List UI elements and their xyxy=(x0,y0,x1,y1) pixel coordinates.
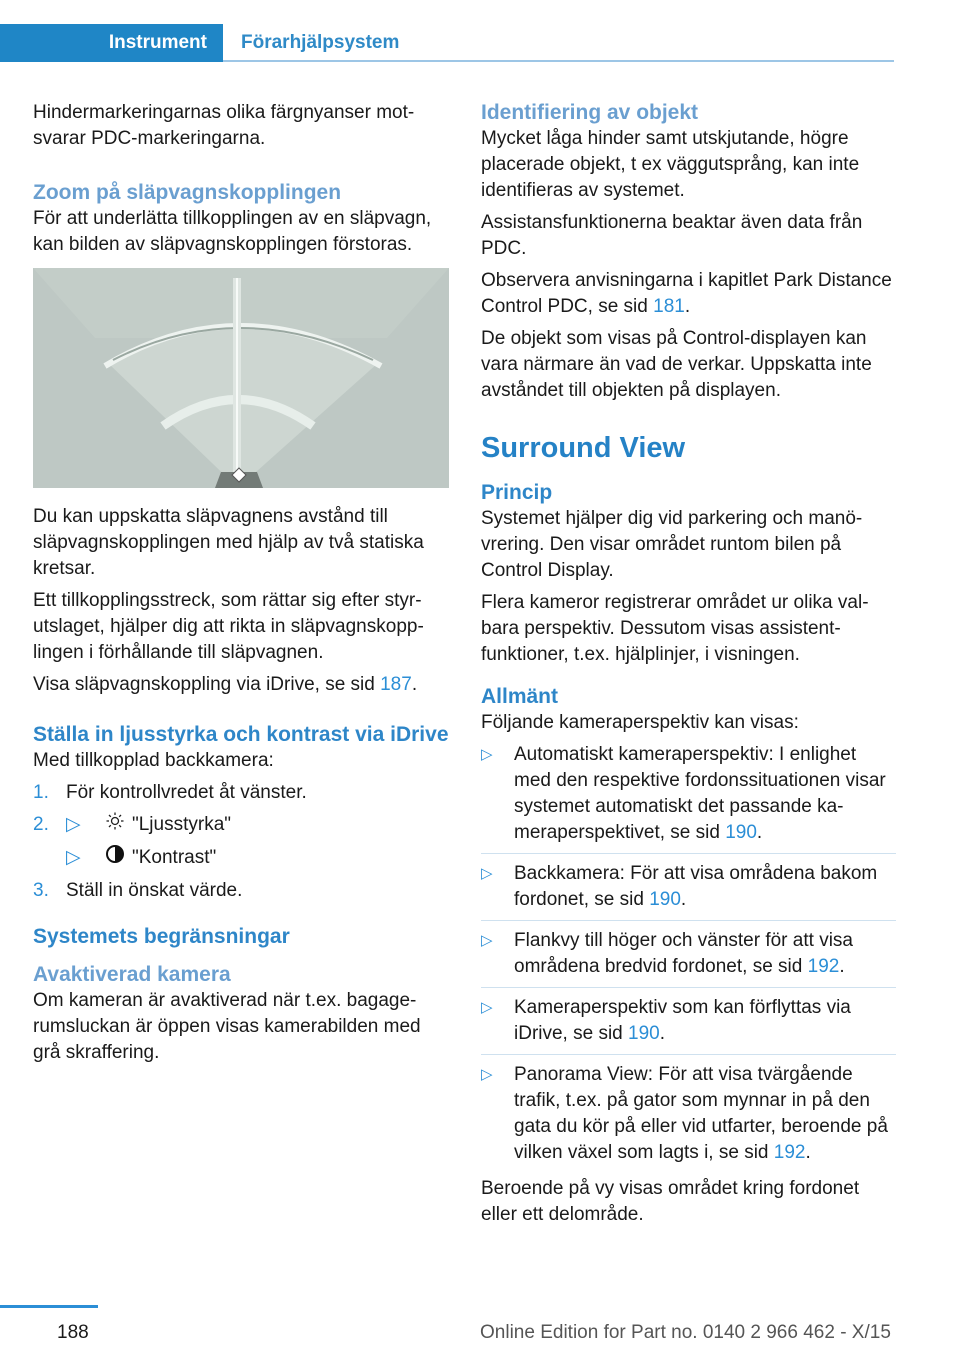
page-link-192[interactable]: 192 xyxy=(773,1142,806,1163)
outro-text: Beroende på vy visas området kring fordonet eller ett delområde. xyxy=(481,1178,860,1225)
footer-rule xyxy=(0,1305,98,1308)
triangle-bullet-icon: ▷ xyxy=(481,746,493,763)
page-link-181[interactable]: 181 xyxy=(653,296,685,317)
triangle-bullet-icon: ▷ xyxy=(481,932,493,949)
distance-text: Du kan uppskatta släpvagnens avstånd till släpvagnskopplingen med hjälp av två statiska kretsar. xyxy=(33,506,424,579)
princip-para-1: Systemet hjälper dig vid parkering och manövrering. Den visar området runtom bilen på Control Display. xyxy=(481,508,863,581)
ident-para-2: Assistansfunktionerna beaktar även data från PDC. xyxy=(481,212,863,259)
page-link-190[interactable]: 190 xyxy=(649,889,681,910)
ident-para-4: De objekt som visas på Control-displayen kan vara närmare än vad de verkar. Uppskatta inte avståndet till objekten på displayen. xyxy=(481,328,872,401)
coupling-line-text: Ett tillkopplingsstreck, som rättar sig efter styrutslaget, hjälper dig att rikta in släpvagnskopplingen i förhållande till släpvagnen. xyxy=(33,590,424,663)
left-column xyxy=(33,100,449,1072)
hitch-camera-image xyxy=(33,268,449,488)
list-divider xyxy=(481,1054,896,1055)
list-item: ▷ Panorama View: För att visa tvärgående trafik, t.ex. på gator som mynnar in på den gata du kör på eller vid utfarter, beroende på vilken växel som lagts i, se sid 192. xyxy=(481,1064,888,1163)
princip-heading: Princip xyxy=(481,481,553,504)
ident-para-3: Observera anvisningarna i kapitlet Park Distance Control PDC, se sid 181. xyxy=(481,270,892,317)
princip-para-2: Flera kameror registrerar området ur olika valbara perspektiv. Dessutom visas assistentfunktioner, t.ex. hjälplinjer, i visningen. xyxy=(481,592,869,665)
tab-forarhjalpsystem[interactable]: Förarhjälpsystem xyxy=(241,32,400,53)
list-item: ▷ Flankvy till höger och vänster för att visa områdena bredvid fordonet, se sid 192. xyxy=(481,930,853,977)
contrast-icon xyxy=(98,844,132,872)
triangle-bullet-icon: ▷ xyxy=(481,1066,493,1083)
allmant-intro: Följande kameraperspektiv kan visas: xyxy=(481,712,799,733)
triangle-bullet-icon: ▷ xyxy=(66,814,81,835)
list-divider xyxy=(481,987,896,988)
deactivated-heading: Avaktiverad kamera xyxy=(33,963,231,986)
page-link-190[interactable]: 190 xyxy=(725,822,757,843)
list-divider xyxy=(481,853,896,854)
page-link-190[interactable]: 190 xyxy=(628,1023,660,1044)
show-hitch-text: Visa släpvagnskoppling via iDrive, se sid 187. xyxy=(33,674,418,695)
page-link-187[interactable]: 187 xyxy=(380,674,412,695)
zoom-text: För att underlätta tillkopplingen av en släpvagn, kan bilden av släpvagnskopplingen förstoras. xyxy=(33,208,432,255)
list-item: ▷ Backkamera: För att visa områdena bakom fordonet, se sid 190. xyxy=(481,863,878,910)
chapter-tabs xyxy=(0,24,894,62)
steps-list xyxy=(33,780,449,904)
brightness-intro: Med tillkopplad backkamera: xyxy=(33,750,274,771)
perspective-list xyxy=(481,742,896,1166)
step-1: 1. För kontrollvredet åt vänster. xyxy=(33,782,307,803)
triangle-bullet-icon: ▷ xyxy=(481,865,493,882)
tab-instrument[interactable]: Instrument xyxy=(0,24,223,62)
ident-para-1: Mycket låga hinder samt utskjutande, högre placerade objekt, t ex väggutsprång, kan inte identifieras av systemet. xyxy=(481,128,860,201)
deactivated-text: Om kameran är avaktiverad när t.ex. bagagerumsluckan är öppen visas kamerabilden med grå skraffering. xyxy=(33,990,421,1063)
list-item: ▷ Automatiskt kameraperspektiv: I enlighet med den respektive fordonssituationen visar systemet automatiskt det passande kameraperspektivet, se sid 190. xyxy=(481,744,886,843)
intro-text: Hindermarkeringarnas olika färgnyanser motsvarar PDC-markeringarna. xyxy=(33,102,415,149)
brightness-heading: Ställa in ljusstyrka och kontrast via iDrive xyxy=(33,723,449,746)
triangle-bullet-icon: ▷ xyxy=(66,847,81,868)
identification-heading: Identifiering av objekt xyxy=(481,101,699,124)
edition-text: Online Edition for Part no. 0140 2 966 462 - X/15 xyxy=(480,1322,891,1343)
surround-view-heading: Surround View xyxy=(481,432,686,464)
allmant-heading: Allmänt xyxy=(481,685,559,708)
tab-divider xyxy=(223,60,894,62)
list-item: ▷ Kameraperspektiv som kan förflyttas via iDrive, se sid 190. xyxy=(481,997,851,1044)
step-3: 3. Ställ in önskat värde. xyxy=(33,880,243,901)
zoom-heading: Zoom på släpvagnskopplingen xyxy=(33,181,342,204)
right-column xyxy=(481,100,896,1234)
triangle-bullet-icon: ▷ xyxy=(481,999,493,1016)
page-number: 188 xyxy=(57,1322,89,1343)
brightness-icon xyxy=(98,812,132,838)
list-divider xyxy=(481,920,896,921)
page-link-192[interactable]: 192 xyxy=(807,956,840,977)
step-2: 2. ▷ "Ljusstyrka" ▷ "Kontrast" xyxy=(33,812,449,872)
limits-heading: Systemets begränsningar xyxy=(33,925,290,948)
